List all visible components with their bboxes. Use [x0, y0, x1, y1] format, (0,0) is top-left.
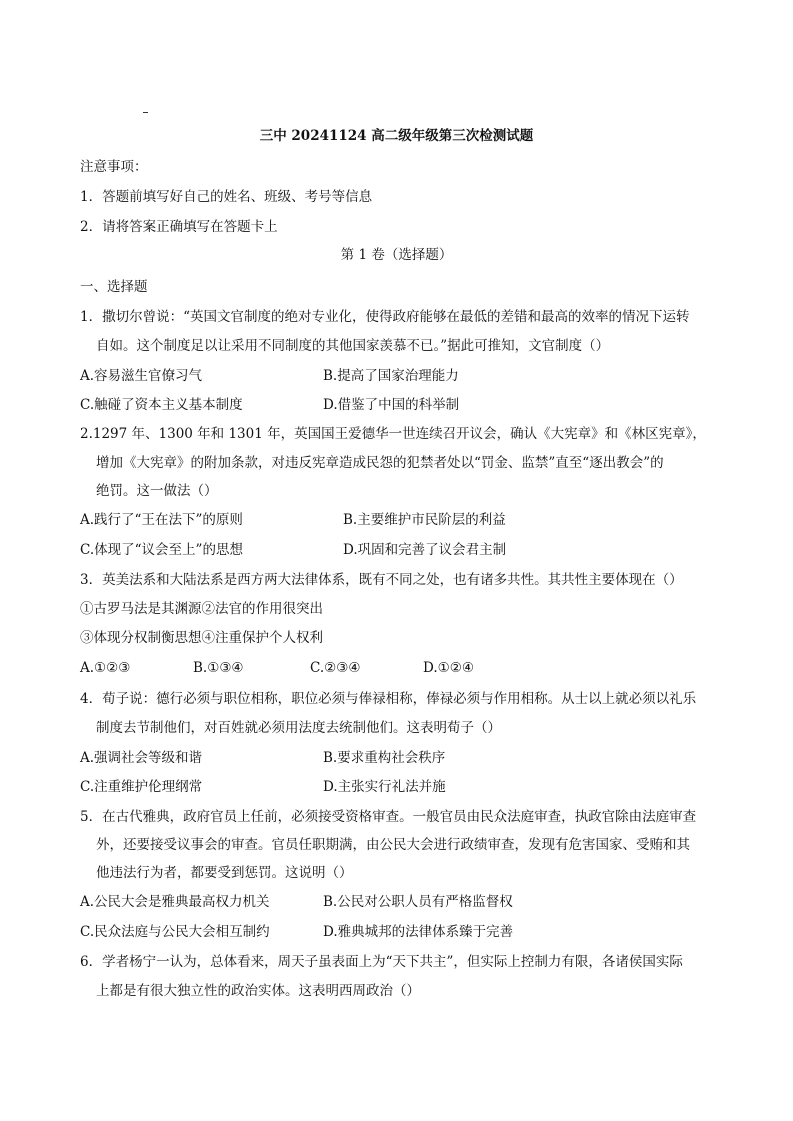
question-3-option-c: C.②③④ — [310, 660, 361, 676]
question-2-stem: 2.1297 年、1300 年和 1301 年，英国国王爱德华一世连续召开议会，确认《大宪章》和《林区宪章》， — [80, 426, 706, 442]
volume-title: 第 1 卷（选择题） — [340, 247, 453, 263]
question-1-option-c: C.触碰了资本主义基本制度 — [80, 397, 243, 413]
question-3-statement: ①古罗马法是其渊源②法官的作用很突出 — [80, 601, 323, 617]
question-5-stem: 外，还要接受议事会的审查。官员任职期满，由公民大会进行政绩审查，发现有危害国家、受贿和其 — [96, 837, 690, 853]
question-1-option-a: A.容易滋生官僚习气 — [80, 368, 203, 384]
question-2-option-d: D.巩固和完善了议会君主制 — [343, 542, 507, 558]
question-5-option-d: D.雅典城邦的法律体系臻于完善 — [323, 924, 514, 940]
question-2-stem: 增加《大宪章》的附加条款，对违反宪章造成民怨的犯禁者处以“罚金、监禁”直至“逐出教会”的 — [96, 455, 664, 471]
question-4-option-d: D.主张实行礼法并施 — [323, 779, 446, 795]
question-1-stem: 自如。这个制度足以让采用不同制度的其他国家羡慕不已。”据此可推知，文官制度（） — [96, 338, 610, 354]
question-2-option-c: C.体现了“议会至上”的思想 — [80, 542, 243, 558]
section-title: 一、选择题 — [80, 279, 148, 295]
question-5-stem: 5．在古代雅典，政府官员上任前，必须接受资格审查。一般官员由民众法庭审查，执政官除由法庭审查 — [80, 809, 697, 825]
question-4-stem: 4．荀子说：德行必须与职位相称，职位必须与俸禄相称，俸禄必须与作用相称。从士以上就必须以礼乐 — [80, 691, 697, 707]
notice-item: 2．请将答案正确填写在答题卡上 — [80, 219, 278, 235]
question-3-stem: 3．英美法系和大陆法系是西方两大法律体系，既有不同之处，也有诸多共性。其共性主要体现在（） — [80, 572, 683, 588]
question-2-stem: 绝罚。这一做法（） — [96, 483, 218, 499]
stray-mark — [143, 112, 148, 113]
question-3-option-b: B.①③④ — [193, 660, 244, 676]
question-3-option-a: A.①②③ — [80, 660, 131, 676]
notice-heading: 注意事项： — [80, 159, 148, 175]
question-4-stem: 制度去节制他们，对百姓就必须用法度去统制他们。这表明荀子（） — [96, 720, 501, 736]
question-4-option-c: C.注重维护伦理纲常 — [80, 779, 203, 795]
question-5-option-a: A.公民大会是雅典最高权力机关 — [80, 894, 270, 910]
question-5-option-c: C.民众法庭与公民大会相互制约 — [80, 924, 270, 940]
question-6-stem: 6．学者杨宁一认为，总体看来，周天子虽表面上为“天下共主”，但实际上控制力有限，各诸侯国实际 — [80, 954, 683, 970]
question-3-option-d: D.①②④ — [423, 660, 474, 676]
question-3-statement: ③体现分权制衡思想④注重保护个人权利 — [80, 630, 323, 646]
exam-title: 三中 20241124 高二级年级第三次检测试题 — [259, 128, 534, 144]
question-2-option-b: B.主要维护市民阶层的利益 — [343, 512, 506, 528]
question-4-option-b: B.要求重构社会秩序 — [323, 750, 446, 766]
question-4-option-a: A.强调社会等级和谐 — [80, 750, 203, 766]
question-2-option-a: A.践行了“王在法下”的原则 — [80, 512, 243, 528]
question-5-stem: 他违法行为者，都要受到惩罚。这说明（） — [96, 865, 353, 881]
question-1-option-d: D.借鉴了中国的科举制 — [323, 397, 460, 413]
question-1-stem: 1．撒切尔曾说：“英国文官制度的绝对专业化，使得政府能够在最低的差错和最高的效率的情况下运转 — [80, 309, 690, 325]
notice-item: 1．答题前填写好自己的姓名、班级、考号等信息 — [80, 189, 373, 205]
question-1-option-b: B.提高了国家治理能力 — [323, 368, 459, 384]
question-6-stem: 上都是有很大独立性的政治实体。这表明西周政治（） — [96, 983, 420, 999]
question-5-option-b: B.公民对公职人员有严格监督权 — [323, 894, 513, 910]
